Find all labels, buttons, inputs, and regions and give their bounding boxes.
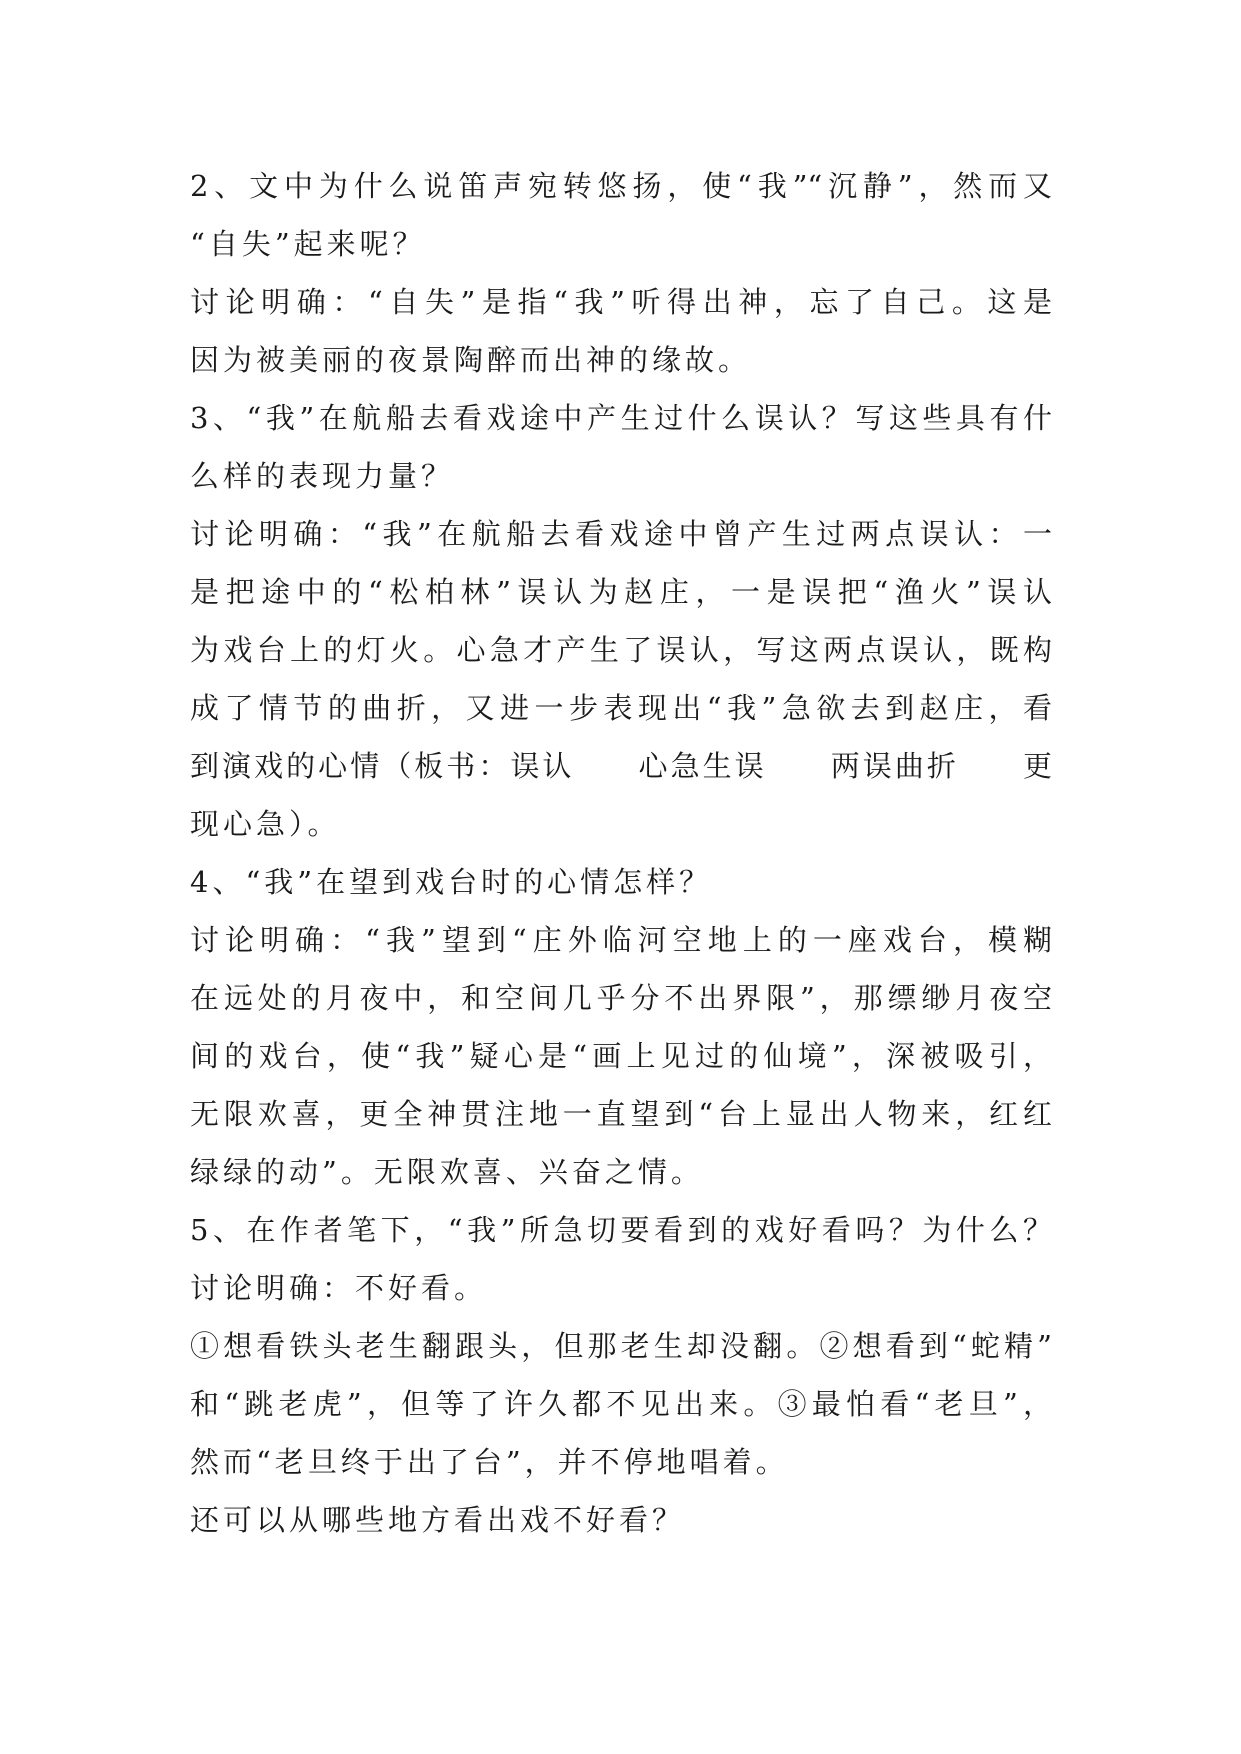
answer-line: 在远处的月夜中，和空间几乎分不出界限”，那缥缈月夜空	[190, 981, 1052, 1015]
answer-line: 讨论明确：“我”望到“庄外临河空地上的一座戏台，模糊	[190, 923, 1052, 957]
answer-line: 讨论明确：“自失”是指“我”听得出神，忘了自己。这是	[190, 285, 1052, 319]
question-line: 5、在作者笔下，“我”所急切要看到的戏好看吗？为什么？	[190, 1213, 1052, 1247]
answer-line: 为戏台上的灯火。心急才产生了误认，写这两点误认，既构	[190, 633, 1052, 667]
answer-line: 到演戏的心情（板书：误认 心急生误 两误曲折 更	[190, 749, 1052, 783]
answer-line: 和“跳老虎”，但等了许久都不见出来。③最怕看“老旦”，	[190, 1387, 1052, 1421]
question-line: “自失”起来呢？	[190, 227, 426, 261]
question-line: 么样的表现力量？	[190, 459, 455, 493]
answer-line: 然而“老旦终于出了台”，并不停地唱着。	[190, 1445, 789, 1479]
question-line: 3、“我”在航船去看戏途中产生过什么误认？写这些具有什	[190, 401, 1052, 435]
answer-line: ①想看铁头老生翻跟头，但那老生却没翻。②想看到“蛇精”	[190, 1329, 1052, 1363]
answer-line: 讨论明确：“我”在航船去看戏途中曾产生过两点误认：一	[190, 517, 1052, 551]
question-line: 2、文中为什么说笛声宛转悠扬，使“我”“沉静”，然而又	[190, 169, 1052, 203]
answer-line: 是把途中的“松柏林”误认为赵庄，一是误把“渔火”误认	[190, 575, 1052, 609]
answer-line: 绿绿的动”。无限欢喜、兴奋之情。	[190, 1155, 704, 1189]
answer-line: 讨论明确：不好看。	[190, 1271, 488, 1305]
question-line: 还可以从哪些地方看出戏不好看？	[190, 1503, 686, 1537]
answer-line: 成了情节的曲折，又进一步表现出“我”急欲去到赵庄，看	[190, 691, 1052, 725]
document-body	[190, 157, 1052, 1549]
question-line: 4、“我”在望到戏台时的心情怎样？	[190, 865, 713, 899]
answer-line: 现心急）。	[190, 807, 341, 841]
answer-line: 因为被美丽的夜景陶醉而出神的缘故。	[190, 343, 752, 377]
answer-line: 间的戏台，使“我”疑心是“画上见过的仙境”，深被吸引，	[190, 1039, 1052, 1073]
answer-line: 无限欢喜，更全神贯注地一直望到“台上显出人物来，红红	[190, 1097, 1052, 1131]
